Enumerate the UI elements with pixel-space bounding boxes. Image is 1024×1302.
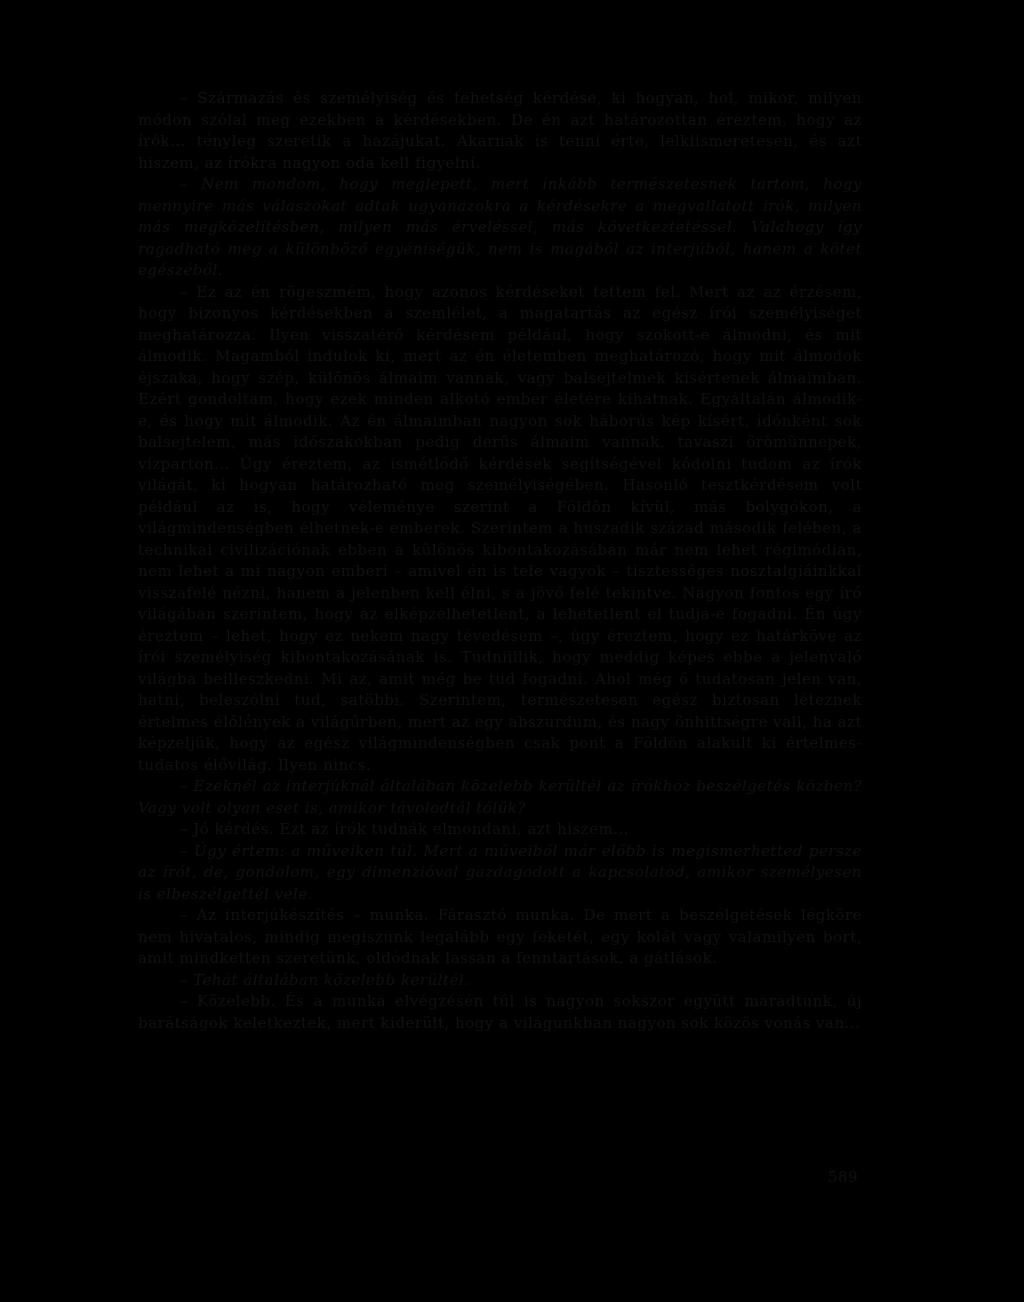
page-number: 589 (827, 1168, 858, 1186)
paragraph-2-question: – Nem mondom, hogy meglepett, mert inkább természetesnek tartom, hogy mennyire más válaszokat adtak ugyanazokra a kérdésekre a megvallatott írók, milyen más megközelítésben, milyen más érveléssel, más következtetéssel. Valahogy így ragadható meg a különböző egyéniségük, nem is magából az interjúból, hanem a kötet egészéből. (138, 175, 862, 279)
paragraph-1: – Származás és személyiség és tehetség kérdése, ki hogyan, hol, mikor, milyen módon szólal meg ezekben a kérdésekben. De én azt határozottan éreztem, hogy az írók... tényleg szeretik a hazájukat. Akarnak is tenni érte, lelkiismeretesen, és azt hiszem, az írókra nagyon oda kell figyelni. (138, 89, 862, 172)
paragraph-8-question: – Tehát általában közelebb kerültél. (180, 970, 470, 989)
paragraph-5: – Jó kérdés. Ezt az írók tudnák elmondani, azt hiszem... (180, 820, 630, 838)
paragraph-9: – Közelebb. És a munka elvégzésén túl is nagyon sokszor együtt maradtunk, új barátságok keletkeztek, mert kiderült, hogy a világunkban nagyon sok közös vonás van... (138, 992, 862, 1032)
body-text (138, 88, 862, 1034)
paragraph-3: – Ez az én rögeszmém, hogy azonos kérdéseket tettem fel. Mert az az érzésem, hogy bizonyos kérdésekben a szemlélet, a magatartás az egész írói személyiséget meghatározza. Ilyen visszatérő kérdésem például, hogy szokott-e álmodni, és mit álmodik. Magamból indulok ki, mert az én életemben meghatározó, hogy mit álmodok éjszaka, hogy szép, különös álmaim vannak, vagy balsejtelmek kísértenek álmaimban. Ezért gondoltam, hogy ezek minden alkotó ember életére kihatnak. Egyáltalán álmodik-e, és hogy mit álmodik. Az én álmaimban nagyon sok háborús kép kísért, időnként sok balsejtelem, más időszakokban pedig derűs álmaim vannak, tavaszi örömünnepek, vízparton... Úgy éreztem, az ismétlődő kérdések segítségével kódolni tudom az írók világát, ki hogyan határozható meg személyiségében. Hasonló tesztkérdésem volt például az is, hogy véleménye szerint a Földön kívül, más bolygókon, a világmindenségben élhetnek-e emberek. Szerintem a huszadik század második felében, a technikai civilizációnak ebben a különös kibontakozásában már nem lehet régimódian, nem lehet a mi nagyon emberi – amivel én is tele vagyok – tisztességes nosztalgiáinkkal visszafelé nézni, hanem a jelenben kell élni, s a jövő felé tekintve. Nagyon fontos egy író világában szerintem, hogy az elképzelhetetlent, a lehetetlent el tudja-e fogadni. Én úgy éreztem – lehet, hogy ez nekem nagy tévedésem –, úgy éreztem, hogy ez határköve az írói személyiség kibontakozásának is. Tudniillik, hogy meddig képes ebbe a jelenvaló világba beilleszkedni. Mi az, amit még be tud fogadni. Ahol még ő tudatosan jelen van, hatni, beleszólni tud, satöbbi. Szerintem, természetesen egész biztosan léteznek értelmes élőlények a világűrben, mert az egy abszurdum, és nagy önhittségre vall, ha azt képzeljük, hogy az egész világmindenségben csak pont a Földön alakult ki értelmes-tudatos élővilág. Ilyen nincs. (138, 282, 862, 774)
paragraph-7: – Az interjúkészítés – munka. Fárasztó munka. De mert a beszélgetések légköre nem hivatalos, mindig megiszunk legalább egy feketét, egy kolát vagy valamilyen bort, amit mindketten szeretünk, oldódnak lassan a fenntartások, a gátlások. (138, 906, 862, 967)
paragraph-6-question: – Úgy értem: a műveiken túl. Mert a műveiből már előbb is megismerhetted persze az írót, de, gondolom, egy dimenzióval gazdagodott a kapcsolatod, amikor személyesen is elbeszélgettél vele. (138, 841, 862, 903)
paragraph-4-question: – Ezeknél az interjúknál általában közelebb kerültél az írókhoz beszélgetés közben? Vagy volt olyan eset is, amikor távolodtál tőlük? (138, 777, 862, 817)
